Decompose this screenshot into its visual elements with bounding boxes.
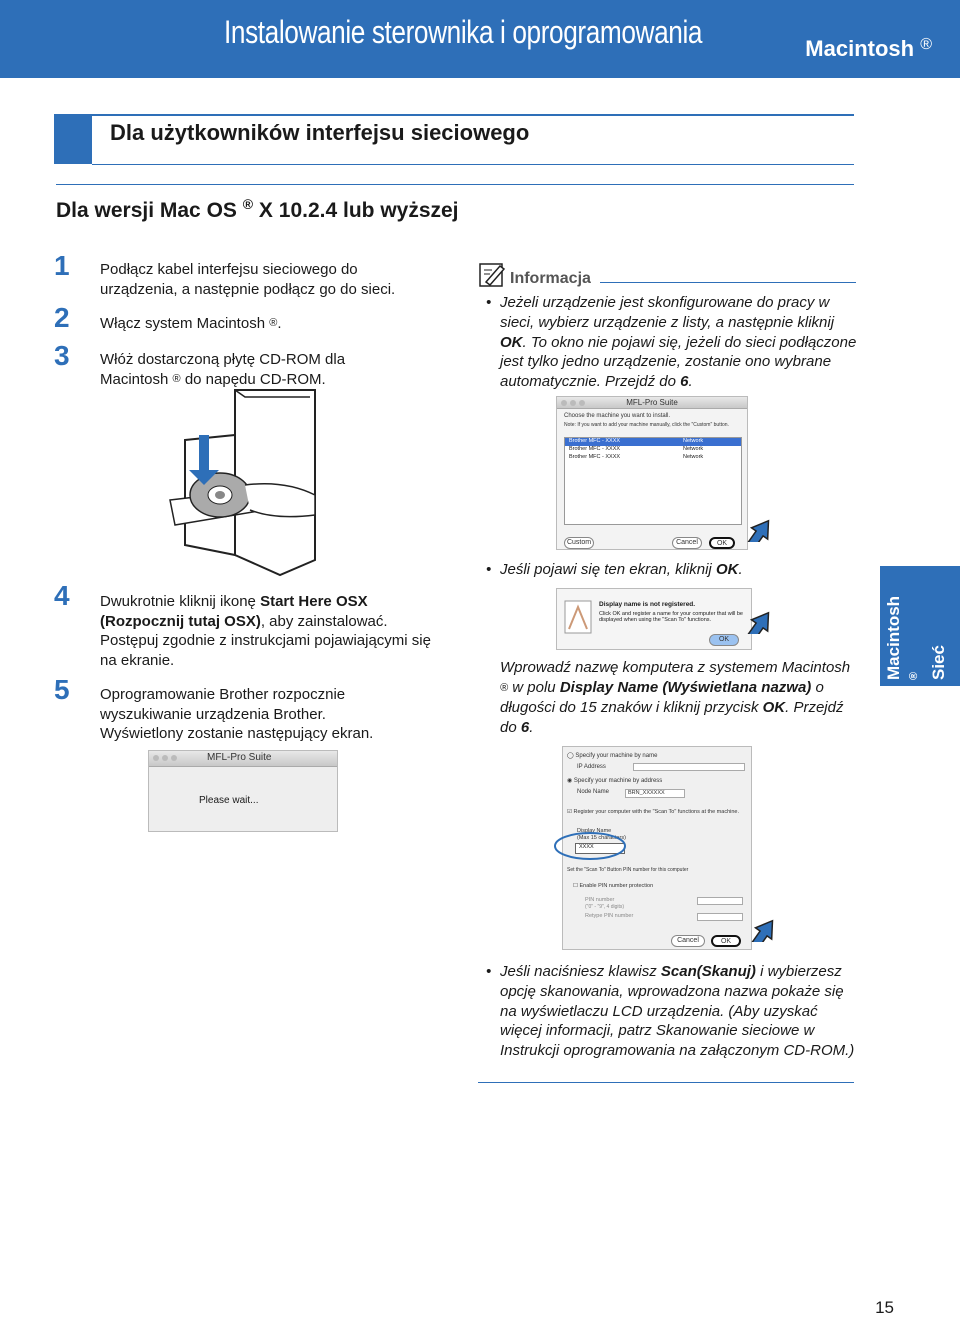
info-bullet-3: Jeśli naciśniesz klawisz Scan(Skanuj) i wybierzesz opcję skanowania, wprowadzona nazwa pokaże się na wyświetlaczu LCD urządzenia. (Aby uzyskać więcej informacji, patrz Skanowanie sieciowe w Instrukcji oprogramowania na załączonym CD-ROM.) [500,963,855,1060]
enable-pin-checkbox[interactable]: ☐ Enable PIN number protection [573,883,654,889]
bullet-dot: • [486,561,492,578]
bullet-dot: • [486,294,492,311]
display-name-instruction: Wprowadź nazwę komputera z systemem Macintosh ® w polu Display Name (Wyświetlana nazwa) o długości do 15 znaków i kliknij przycisk OK. Przejdź do 6. [500,659,851,736]
radio-spec-address[interactable]: ◉ Specify your machine by address [567,778,663,784]
step-number: 5 [54,674,70,705]
info-bottom-rule [478,1082,854,1083]
subtitle: Dla wersji Mac OS ® X 10.2.4 lub wyższej [56,196,459,222]
please-wait-text: Please wait... [199,795,259,806]
ok-button[interactable]: OK [709,537,735,549]
highlight-circle [552,830,628,862]
display-name-field[interactable]: XXXX [575,843,625,854]
ok-button[interactable]: OK [711,935,741,947]
step-text: Dwukrotnie kliknij ikonę Start Here OSX (Rozpocznij tutaj OSX), aby zainstalować. Postępuj zgodnie z instrukcjami pojawiającymi się na ekranie. [100,593,431,669]
step-number: 1 [54,250,70,281]
info-bullet-2: Jeśli pojawi się ten ekran, kliknij OK. [500,561,743,578]
cancel-button[interactable]: Cancel [672,537,702,549]
side-tab-label: Macintosh ® Sieć [884,595,948,680]
ip-address-field[interactable] [633,763,745,771]
dialog-ok-button[interactable]: OK [709,634,739,646]
machine-row[interactable]: Brother MFC - XXXX Network [565,438,741,446]
cancel-button[interactable]: Cancel [671,935,705,947]
pin-field[interactable] [697,897,743,905]
pointer-arrow-icon [748,912,784,942]
section-marker [54,114,92,164]
please-wait-window: MFL-Pro Suite Please wait... [148,750,338,832]
info-rule [600,282,856,283]
machine-list[interactable] [564,437,742,525]
app-icon [563,597,595,641]
info-title: Informacja [510,270,591,287]
register-checkbox[interactable]: ☑ Register your computer with the "Scan To" functions at the machine. [567,809,739,815]
note-pencil-icon [478,262,506,288]
step-text: Oprogramowanie Brother rozpocznie wyszukiwanie urządzenia Brother. Wyświetlony zostanie następujący ekran. [100,686,374,742]
radio-spec-name[interactable]: ◯ Specify your machine by name [567,753,658,759]
step-number: 3 [54,340,70,371]
cd-insert-illustration [165,385,325,580]
step-number: 4 [54,580,70,611]
custom-button[interactable]: Custom [564,537,594,549]
page-header [0,0,960,78]
divider-section [92,164,854,165]
header-title: Instalowanie sterownika i oprogramowania [224,14,703,50]
section-title: Dla użytkowników interfejsu sieciowego [110,120,530,145]
step-text: Włóż dostarczoną płytę CD-ROM dla Macintosh ® do napędu CD-ROM. [100,351,346,388]
step-number: 2 [54,302,70,333]
pointer-arrow-icon [744,512,780,542]
divider-subtitle [56,184,854,185]
machine-row[interactable]: Brother MFC - XXXX Network [569,446,704,452]
page-number: 15 [875,1298,894,1317]
not-registered-dialog: Display name is not registered. Click OK and register a name for your computer that will be displayed when using the "Scan To" functions. OK [556,588,752,650]
register-computer-window: ◯ Specify your machine by name IP Address ◉ Specify your machine by address Node Name BRN_XXXXXX ☑ Register your computer with the "Scan To" functions at the machine. Display Name (Max 15 characters) XXXX Set the "Scan To" Button PIN number for this computer ☐ Enable PIN number protection PIN number ("0" - "9", 4 digits) Retype PIN number Cancel OK [562,746,752,950]
step-text: Włącz system Macintosh ®. [100,315,282,332]
info-heading [478,262,591,288]
bullet-dot: • [486,963,492,980]
header-platform: Macintosh ® [805,36,932,61]
pointer-arrow-icon [744,604,780,634]
retype-pin-field[interactable] [697,913,743,921]
info-bullet-1: Jeżeli urządzenie jest skonfigurowane do pracy w sieci, wybierz urządzenie z listy, a następnie kliknij OK. To okno nie pojawi się, jeżeli do sieci podłączone jest tylko jedno urządzenie, zostanie ono wybrane automatycznie. Przejdź do 6. [500,294,857,391]
step-text: Podłącz kabel interfejsu sieciowego do urządzenia, a następnie podłącz go do sieci. [100,261,396,298]
choose-machine-window: MFL-Pro Suite Choose the machine you want to install. Note: If you want to add your machine manually, click the "Custom" button. Brother MFC - XXXX Network Brother MFC - XXXX Network Brother MFC - XXXX Network Custom Cancel OK [556,396,748,550]
node-name-field[interactable]: BRN_XXXXXX [625,789,685,798]
machine-row[interactable]: Brother MFC - XXXX Network [569,454,704,460]
divider-top [92,114,854,116]
